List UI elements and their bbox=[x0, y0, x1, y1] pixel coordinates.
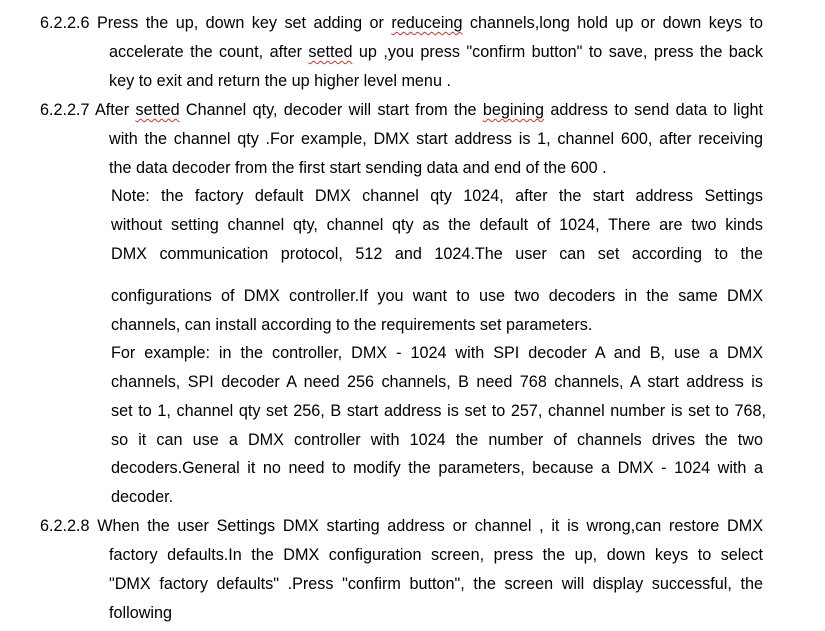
text-run: key to exit and return the up higher level menu . bbox=[109, 72, 451, 90]
text-line bbox=[109, 42, 763, 62]
text-run: the data decoder from the first start sending data and end of the 600 . bbox=[109, 159, 607, 177]
text-line bbox=[111, 244, 763, 264]
text-line bbox=[109, 603, 172, 623]
text-line bbox=[111, 401, 766, 421]
text-run: For example: in the controller, DMX - 1024 with SPI decoder A and B, use a DMX bbox=[111, 344, 763, 362]
text-run: DMX communication protocol, 512 and 1024.The user can set according to the bbox=[111, 245, 763, 263]
text-line bbox=[109, 158, 607, 178]
text-line bbox=[111, 487, 173, 507]
text-run: factory defaults.In the DMX configuration screen, press the up, down keys to select bbox=[109, 546, 763, 564]
text-line bbox=[40, 100, 763, 120]
text-run: following bbox=[109, 604, 172, 622]
text-run: with the channel qty .For example, DMX start address is 1, channel 600, after receiving bbox=[109, 130, 763, 148]
text-run: configurations of DMX controller.If you want to use two decoders in the same DMX bbox=[111, 287, 763, 305]
text-line bbox=[111, 343, 763, 363]
text-run: without setting channel qty, channel qty as the default of 1024, There are two kinds bbox=[111, 216, 763, 234]
text-line bbox=[111, 458, 763, 478]
text-line bbox=[111, 430, 763, 450]
text-run: channels, SPI decoder A need 256 channels, B need 768 channels, A start address is bbox=[111, 373, 763, 391]
text-run: 6.2.2.6 Press the up, down key set adding or bbox=[40, 14, 392, 32]
text-line bbox=[111, 286, 763, 306]
spellcheck-flagged-word: begining bbox=[482, 101, 545, 119]
text-line bbox=[109, 71, 451, 91]
text-run: decoders.General it no need to modify the parameters, because a DMX - 1024 with a bbox=[111, 459, 763, 477]
text-line bbox=[109, 574, 763, 594]
text-line bbox=[111, 372, 763, 392]
text-run: Note: the factory default DMX channel qty 1024, after the start address Settings bbox=[111, 187, 763, 205]
spellcheck-flagged-word: reduceing bbox=[391, 14, 463, 32]
text-run: "DMX factory defaults" .Press "confirm button", the screen will display successful, the bbox=[109, 575, 763, 593]
text-line bbox=[109, 129, 763, 149]
text-run: channels, can install according to the requirements set parameters. bbox=[111, 316, 593, 334]
text-run: so it can use a DMX controller with 1024 the number of channels drives the two bbox=[111, 431, 763, 449]
text-run: set to 1, channel qty set 256, B start address is set to 257, channel number is set to 768, bbox=[111, 402, 766, 420]
text-run: decoder. bbox=[111, 488, 174, 506]
spellcheck-flagged-word: setted bbox=[308, 43, 353, 61]
text-line bbox=[111, 315, 592, 335]
text-line bbox=[40, 13, 763, 33]
text-run: channels,long hold up or down keys to bbox=[462, 14, 763, 32]
text-run: 6.2.2.7 After bbox=[40, 101, 136, 119]
spellcheck-flagged-word: setted bbox=[135, 101, 180, 119]
text-run: address to send data to light bbox=[544, 101, 763, 119]
text-line bbox=[40, 516, 763, 536]
text-run: accelerate the count, after bbox=[109, 43, 309, 61]
text-run: 6.2.2.8 When the user Settings DMX starting address or channel , it is wrong,can restore DMX bbox=[40, 517, 763, 535]
text-run: Channel qty, decoder will start from the bbox=[179, 101, 483, 119]
text-line bbox=[111, 186, 763, 206]
text-line bbox=[111, 215, 763, 235]
text-line bbox=[109, 545, 763, 565]
text-run: up ,you press "confirm button" to save, press the back bbox=[352, 43, 763, 61]
